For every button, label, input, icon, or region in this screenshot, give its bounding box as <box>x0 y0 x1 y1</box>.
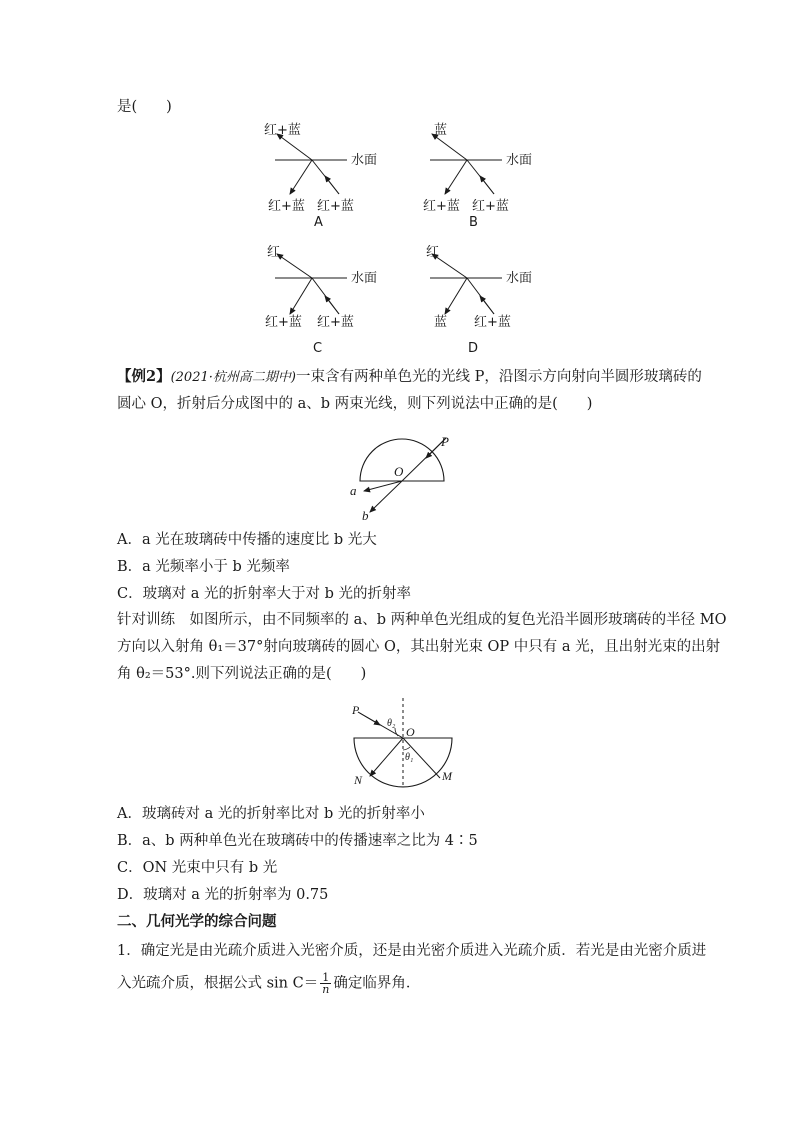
figure-a <box>255 118 395 230</box>
fig-b-top-label: 蓝 <box>434 123 448 138</box>
label-b: b <box>362 508 369 523</box>
fig-d-water-label: 水面 <box>506 271 533 286</box>
label-m: M <box>442 769 452 783</box>
drill-line-3: 角 θ₂＝53°.则下列说法正确的是( ) <box>117 666 367 682</box>
fraction-1-over-n <box>320 972 331 995</box>
fig-d-bottom-right-label: 红+蓝 <box>474 315 511 330</box>
fig-c-water-label: 水面 <box>351 271 378 286</box>
example-2-option-a: A．a 光在玻璃砖中传播的速度比 b 光大 <box>117 532 377 548</box>
fig-d-caption: D <box>468 341 479 356</box>
fig-c-top-label: 红 <box>267 245 281 260</box>
example-2-source: (2021·杭州高二期中) <box>170 370 296 385</box>
fig-d-top-label: 红 <box>426 245 440 260</box>
section-title: 二、几何光学的综合问题 <box>117 913 277 930</box>
example-2-text-1: 一束含有两种单色光的光线 P，沿图示方向射向半圆形玻璃砖的 <box>295 369 702 385</box>
fig-b-water-label: 水面 <box>506 153 533 168</box>
fig-b-bottom-right-label: 红+蓝 <box>472 199 509 214</box>
example-2-line-1 <box>117 366 702 389</box>
semicircle-glass-figure <box>340 420 470 526</box>
fraction-numerator: 1 <box>320 972 331 984</box>
paragraph-1-text-a: 入光疏介质，根据公式 sin C＝ <box>117 975 319 992</box>
drill-line-2: 方向以入射角 θ₁＝37°射向玻璃砖的圆心 O，其出射光束 OP 中只有 a 光，且出射光束的出射 <box>117 639 721 655</box>
label-theta1: θ₁ <box>405 752 414 763</box>
example-2-tag: 【例2】 <box>117 368 171 385</box>
label-a: a <box>350 483 357 498</box>
semicircle-drill-figure <box>340 692 460 800</box>
fig-a-bottom-left-label: 红+蓝 <box>268 199 305 214</box>
question-stem-tail: 是( ) <box>117 99 172 115</box>
fig-c-bottom-left-label: 红+蓝 <box>265 315 302 330</box>
fig-b-bottom-left-label: 红+蓝 <box>423 199 460 214</box>
fig-a-water-label: 水面 <box>351 153 378 168</box>
fig-a-caption: A <box>314 215 323 230</box>
figure-b <box>410 118 550 230</box>
fraction-denominator: n <box>322 983 330 996</box>
paragraph-1-line-1: 1．确定光是由光疏介质进入光密介质，还是由光密介质进入光疏介质．若光是由光密介质进 <box>117 943 707 959</box>
example-2-option-c: C．玻璃对 a 光的折射率大于对 b 光的折射率 <box>117 586 411 602</box>
paragraph-1-text-b: 确定临界角． <box>333 975 421 992</box>
example-2-option-b: B．a 光频率小于 b 光频率 <box>117 559 290 575</box>
fig-d-bottom-left-label: 蓝 <box>434 315 448 330</box>
fig-b-caption: B <box>469 215 478 230</box>
fig-c-bottom-right-label: 红+蓝 <box>317 315 354 330</box>
example-2-line-2: 圆心 O，折射后分成图中的 a、b 两束光线，则下列说法中正确的是( ) <box>117 396 593 412</box>
drill-option-a: A．玻璃砖对 a 光的折射率比对 b 光的折射率小 <box>117 806 425 822</box>
fig-c-caption: C <box>313 341 323 356</box>
label-o2: O <box>406 725 415 739</box>
label-theta2: θ₂ <box>387 718 396 729</box>
paragraph-1-line-2 <box>117 972 420 995</box>
fig-a-top-label: 红+蓝 <box>264 123 301 138</box>
figure-c <box>255 238 395 360</box>
label-p2: P <box>352 703 360 717</box>
drill-line-1: 针对训练 如图所示，由不同频率的 a、b 两种单色光组成的复色光沿半圆形玻璃砖的半径 MO <box>117 612 727 628</box>
drill-option-b: B．a、b 两种单色光在玻璃砖中的传播速率之比为 4∶5 <box>117 833 478 849</box>
label-p: P <box>441 434 449 449</box>
fig-a-bottom-right-label: 红+蓝 <box>317 199 354 214</box>
label-o: O <box>394 464 404 479</box>
label-n: N <box>354 773 363 787</box>
drill-option-c: C．ON 光束中只有 b 光 <box>117 860 278 876</box>
figure-d <box>410 238 550 360</box>
drill-option-d: D．玻璃对 a 光的折射率为 0.75 <box>117 887 329 903</box>
